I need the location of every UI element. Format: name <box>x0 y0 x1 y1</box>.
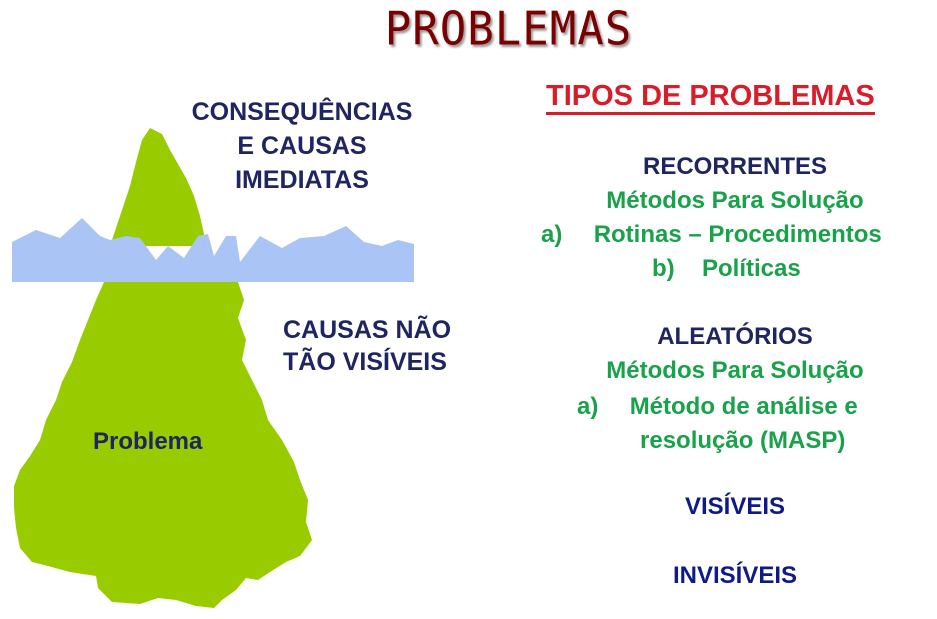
visible-type: VISÍVEIS <box>684 493 786 520</box>
random-heading: ALEATÓRIOS <box>657 323 813 350</box>
list-marker: a) <box>541 221 563 248</box>
list-item-text: Método de análise e <box>629 393 858 420</box>
random-item-a <box>577 390 858 424</box>
hidden-causes-label: CAUSAS NÃO TÃO VISÍVEIS <box>283 316 452 376</box>
recurrent-item-b <box>652 252 801 286</box>
list-marker: b) <box>652 255 675 282</box>
random-item-a-continued: resolução (MASP) <box>640 427 846 454</box>
list-item-text: Políticas <box>702 255 801 282</box>
visible-consequences-label: CONSEQUÊNCIAS E CAUSAS IMEDIATAS <box>191 98 413 194</box>
recurrent-heading: RECORRENTES <box>642 153 828 180</box>
recurrent-methods-label: Métodos Para Solução <box>606 187 864 214</box>
list-item-text: Rotinas – Procedimentos <box>593 221 882 248</box>
page-title: PROBLEMAS <box>384 2 633 57</box>
random-methods-label: Métodos Para Solução <box>606 357 864 384</box>
problem-types-heading: TIPOS DE PROBLEMAS <box>546 80 875 115</box>
problem-label: Problema <box>93 428 203 455</box>
recurrent-item-a <box>541 218 882 252</box>
list-marker: a) <box>577 393 599 420</box>
invisible-type: INVISÍVEIS <box>672 562 798 589</box>
water-band <box>12 218 414 282</box>
